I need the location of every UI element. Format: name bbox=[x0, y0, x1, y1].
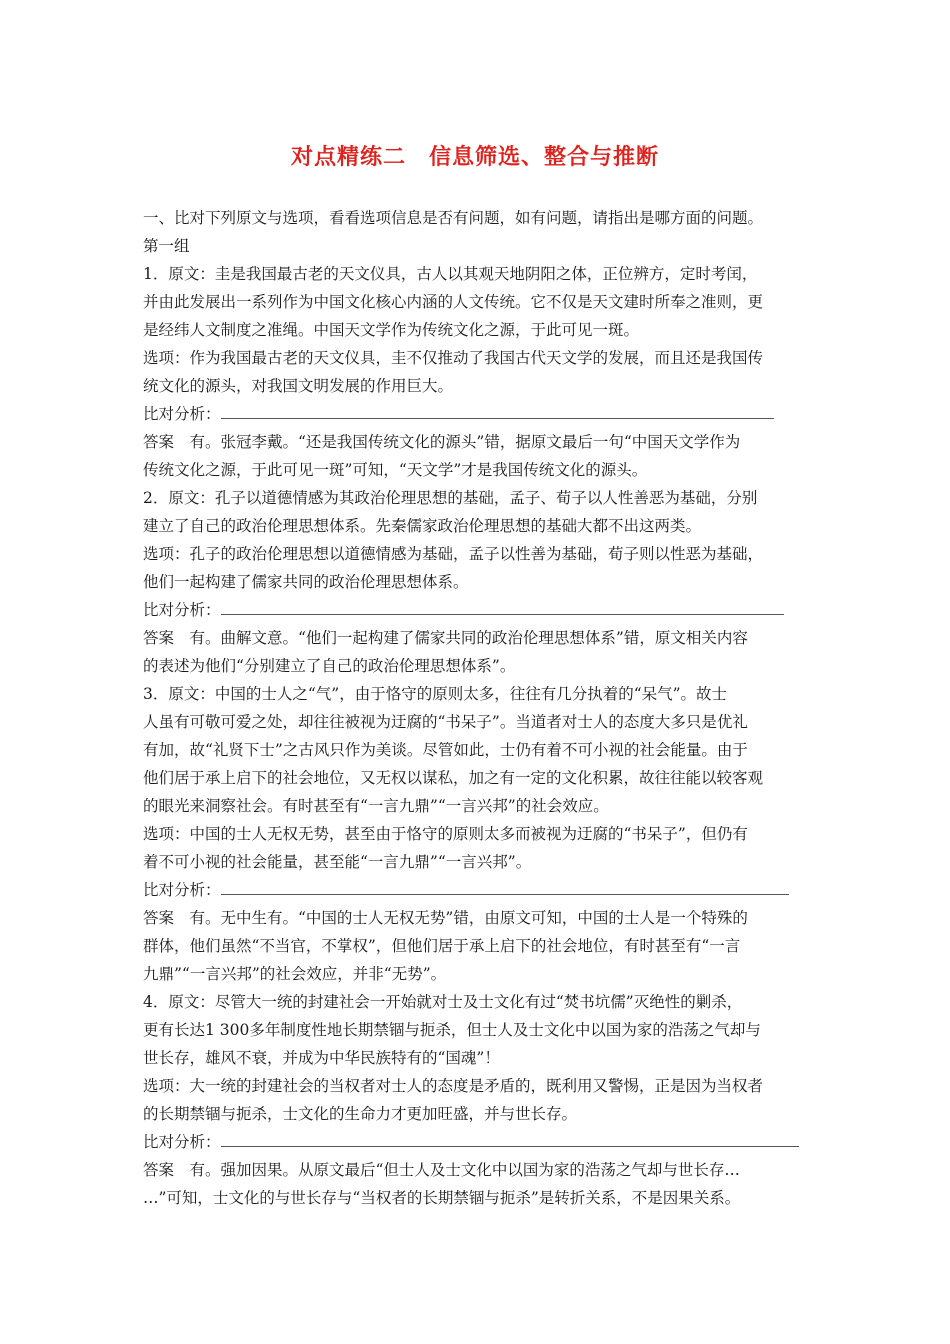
line-text: 4．原文：尽管大一统的封建社会一开始就对士及士文化有过“焚书坑儒”灭绝性的剿杀， bbox=[143, 993, 743, 1011]
line-text: 的表述为他们“分别建立了自己的政治伦理思想体系”。 bbox=[143, 657, 516, 675]
text-line bbox=[143, 400, 813, 428]
line-text: 第一组 bbox=[143, 237, 190, 255]
line-text: 着不可小视的社会能量，甚至能“一言九鼎”“一言兴邦”。 bbox=[143, 853, 532, 871]
text-line bbox=[143, 1016, 813, 1044]
document-body bbox=[143, 204, 813, 1212]
text-line bbox=[143, 848, 813, 876]
text-line bbox=[143, 820, 813, 848]
text-line bbox=[143, 232, 813, 260]
text-line bbox=[143, 1128, 813, 1156]
text-line bbox=[143, 1072, 813, 1100]
line-text: 比对分析： bbox=[143, 405, 221, 423]
line-text: 一、比对下列原文与选项，看看选项信息是否有问题，如有问题，请指出是哪方面的问题。 bbox=[143, 209, 764, 227]
line-text: 比对分析： bbox=[143, 601, 221, 619]
text-line bbox=[143, 624, 813, 652]
line-text: 比对分析： bbox=[143, 1133, 221, 1151]
text-line bbox=[143, 456, 813, 484]
line-text: 选项：作为我国最古老的天文仪具，圭不仅推动了我国古代天文学的发展，而且还是我国传 bbox=[143, 349, 764, 367]
text-line bbox=[143, 960, 813, 988]
line-text: 传统文化之源，于此可见一斑”可知，“天文学”才是我国传统文化的源头。 bbox=[143, 461, 648, 479]
text-line bbox=[143, 316, 813, 344]
line-text: 答案 有。张冠李戴。“还是我国传统文化的源头”错，据原文最后一句“中国天文学作为 bbox=[143, 433, 741, 451]
text-line bbox=[143, 652, 813, 680]
line-text: 选项：大一统的封建社会的当权者对士人的态度是矛盾的，既利用又警惕，正是因为当权者 bbox=[143, 1077, 764, 1095]
line-text: 1．原文：圭是我国最古老的天文仪具，古人以其观天地阴阳之体，正位辨方，定时考闰， bbox=[143, 265, 758, 283]
text-line bbox=[143, 568, 813, 596]
line-text: 的长期禁锢与扼杀，士文化的生命力才更加旺盛，并与世长存。 bbox=[143, 1105, 578, 1123]
text-line bbox=[143, 736, 813, 764]
line-text: 的眼光来洞察社会。有时甚至有“一言九鼎”“一言兴邦”的社会效应。 bbox=[143, 797, 609, 815]
line-text: 并由此发展出一系列作为中国文化核心内涵的人文传统。它不仅是天文建时所奉之准则，更 bbox=[143, 293, 764, 311]
line-text: 建立了自己的政治伦理思想体系。先秦儒家政治伦理思想的基础大都不出这两类。 bbox=[143, 517, 702, 535]
text-line bbox=[143, 1184, 813, 1212]
text-line bbox=[143, 1044, 813, 1072]
line-text: 更有长达1 300多年制度性地长期禁锢与扼杀，但士人及士文化中以国为家的浩荡之气却与 bbox=[143, 1021, 761, 1039]
text-line bbox=[143, 708, 813, 736]
text-line bbox=[143, 512, 813, 540]
line-text: 比对分析： bbox=[143, 881, 221, 899]
line-text: 统文化的源头，对我国文明发展的作用巨大。 bbox=[143, 377, 454, 395]
answer-blank-line[interactable] bbox=[221, 1132, 799, 1147]
text-line bbox=[143, 428, 813, 456]
text-line bbox=[143, 1156, 813, 1184]
line-text: …”可知，士文化的与世长存与“当权者的长期禁锢与扼杀”是转折关系，不是因果关系。 bbox=[143, 1189, 741, 1207]
text-line bbox=[143, 288, 813, 316]
text-line bbox=[143, 792, 813, 820]
line-text: 有加，故“礼贤下士”之古风只作为美谈。尽管如此，士仍有着不可小视的社会能量。由于 bbox=[143, 741, 748, 759]
line-text: 答案 有。无中生有。“中国的士人无权无势”错，由原文可知，中国的士人是一个特殊的 bbox=[143, 909, 748, 927]
text-line bbox=[143, 904, 813, 932]
line-text: 群体，他们虽然“不当官，不掌权”，但他们居于承上启下的社会地位，有时甚至有“一言 bbox=[143, 937, 741, 955]
text-line bbox=[143, 876, 813, 904]
text-line bbox=[143, 764, 813, 792]
text-line bbox=[143, 372, 813, 400]
text-line bbox=[143, 204, 813, 232]
line-text: 人虽有可敬可爱之处，却往往被视为迂腐的“书呆子”。当道者对士人的态度大多只是优礼 bbox=[143, 713, 748, 731]
text-line bbox=[143, 344, 813, 372]
text-line bbox=[143, 596, 813, 624]
line-text: 世长存，雄风不衰，并成为中华民族特有的“国魂”！ bbox=[143, 1049, 500, 1067]
page-title: 对点精练二 信息筛选、整合与推断 bbox=[290, 145, 659, 170]
answer-blank-line[interactable] bbox=[221, 404, 774, 419]
line-text: 选项：中国的士人无权无势，甚至由于恪守的原则太多而被视为迂腐的“书呆子”，但仍有 bbox=[143, 825, 748, 843]
text-line bbox=[143, 680, 813, 708]
answer-blank-line[interactable] bbox=[221, 880, 789, 895]
line-text: 答案 有。强加因果。从原文最后“但士人及士文化中以国为家的浩荡之气却与世长存… bbox=[143, 1161, 740, 1179]
line-text: 他们居于承上启下的社会地位，又无权以谋私，加之有一定的文化积累，故往往能以较客观 bbox=[143, 769, 764, 787]
line-text: 3．原文：中国的士人之“气”，由于恪守的原则太多，往往有几分执着的“呆气”。故士 bbox=[143, 685, 728, 703]
line-text: 2．原文：孔子以道德情感为其政治伦理思想的基础，孟子、荀子以人性善恶为基础，分别 bbox=[143, 489, 758, 507]
text-line bbox=[143, 484, 813, 512]
answer-blank-line[interactable] bbox=[221, 600, 784, 615]
text-line bbox=[143, 1100, 813, 1128]
line-text: 选项：孔子的政治伦理思想以道德情感为基础，孟子以性善为基础，荀子则以性恶为基础， bbox=[143, 545, 764, 563]
line-text: 是经纬人文制度之准绳。中国天文学作为传统文化之源，于此可见一斑。 bbox=[143, 321, 640, 339]
line-text: 他们一起构建了儒家共同的政治伦理思想体系。 bbox=[143, 573, 469, 591]
text-line bbox=[143, 540, 813, 568]
text-line bbox=[143, 988, 813, 1016]
line-text: 九鼎”“一言兴邦”的社会效应，并非“无势”。 bbox=[143, 965, 447, 983]
text-line bbox=[143, 932, 813, 960]
text-line bbox=[143, 260, 813, 288]
line-text: 答案 有。曲解文意。“他们一起构建了儒家共同的政治伦理思想体系”错，原文相关内容 bbox=[143, 629, 748, 647]
